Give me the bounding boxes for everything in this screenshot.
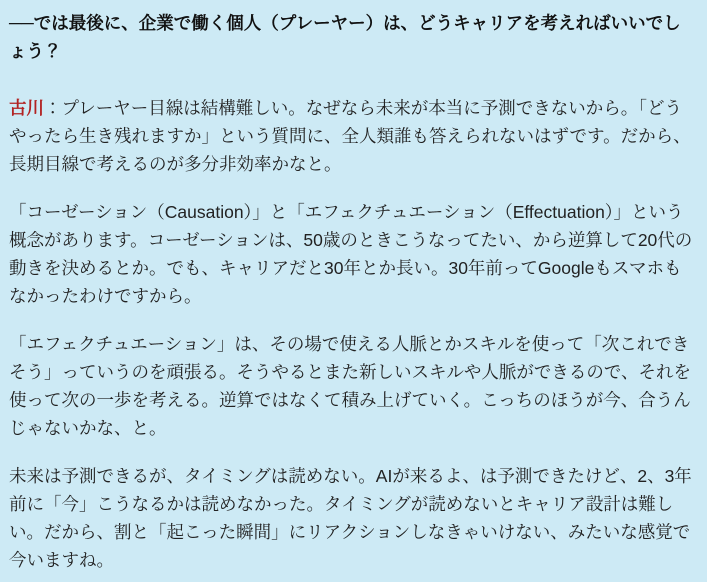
answer-paragraph-2: 「コーゼーション（Causation）」と「エフェクチュエーション（Effectuation）」という概念があります。コーゼーションは、50歳のときこうなってたい、から逆算して20代の動きを決めるとか。でも、キャリアだと30年とか長い。30年前ってGoogleもスマホもなかったわけですから。 (9, 202, 693, 306)
answer-paragraph-1-text: ：プレーヤー目線は結構難しい。なぜなら未来が本当に予測できないから。「どうやったら生き残れますか」という質問に、全人類誰も答えられないはずです。だから、長期目線で考えるのが多分非効率かなと。 (9, 98, 691, 174)
speaker-name: 古川 (9, 98, 44, 118)
interview-article (9, 9, 698, 574)
answer-paragraph-4: 未来は予測できるが、タイミングは読めない。AIが来るよ、は予測できたけど、2、3年前に「今」こうなるかは読めなかった。タイミングが読めないとキャリア設計は難しい。だから、割と「起こった瞬間」にリアクションしなきゃいけない、みたいな感覚で今いますね。 (9, 466, 692, 570)
interviewer-question: ──では最後に、企業で働く個人（プレーヤー）は、どうキャリアを考えればいいでしょう？ (9, 13, 681, 61)
answer-paragraph-1 (9, 94, 698, 178)
answer-paragraph-3: 「エフェクチュエーション」は、その場で使える人脈とかスキルを使って「次これできそう」っていうのを頑張る。そうやるとまた新しいスキルや人脈ができるので、それを使って次の一歩を考える。逆算ではなくて積み上げていく。こっちのほうが今、合うんじゃないかな、と。 (9, 334, 691, 438)
